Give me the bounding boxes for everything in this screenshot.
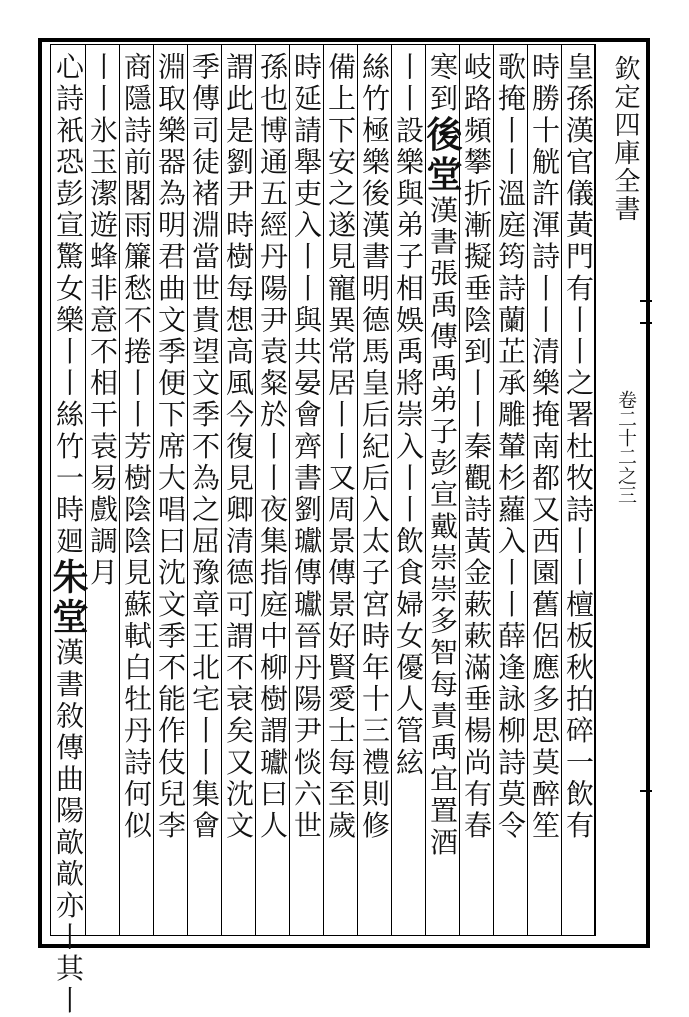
column-text: 漢書張禹傳禹弟子彭宣戴崇崇多智每責禹宜置酒 bbox=[426, 195, 459, 859]
column-text: 漢書敘傳曲陽歊歊亦丨其丨 bbox=[52, 637, 85, 1017]
column-text: 心詩衹恐彭宣驚女樂丨丨絲竹一時廻 bbox=[52, 52, 85, 558]
fishtail-mark-top bbox=[640, 300, 652, 324]
text-column bbox=[45, 52, 91, 1017]
column-text: 丨丨設樂與弟子相娛禹將崇入丨丨飲食婦女優人管絃 bbox=[392, 52, 425, 779]
column-text: 淵取樂器為明君曲文季便下席大唱曰沈文季不能作伎兒李 bbox=[154, 52, 187, 842]
book-title: 欽定四庫全書 bbox=[610, 55, 640, 223]
column-text: 備上下安之遂見寵異常居丨丨又周景傳景好賢愛士每至歲 bbox=[324, 52, 357, 842]
column-text: 孫也博通五經丹陽尹袁粲於丨丨夜集指庭中柳樹謂瓛曰人 bbox=[256, 52, 289, 842]
column-text: 歌掩丨丨溫庭筠詩蘭芷承雕輦杉蘿入丨丨薛逢詠柳詩莫令 bbox=[494, 52, 527, 842]
column-text: 皇孫漢官儀黃門有丨丨之署杜牧詩丨丨檀板秋拍碎一飲有 bbox=[562, 52, 595, 842]
entry-heading: 朱堂 bbox=[47, 557, 89, 638]
column-text: 寒到 bbox=[426, 52, 459, 116]
entry-heading: 後堂 bbox=[421, 115, 463, 196]
fishtail-mark-bottom bbox=[640, 790, 652, 792]
column-text: 時延請舉吏入丨丨與共晏會齊書劉瓛傳瓛晉丹陽尹惔六世 bbox=[290, 52, 323, 842]
column-text: 絲竹極樂後漢書明德馬皇后紀后入太子宮時年十三禮則修 bbox=[358, 52, 391, 842]
column-text: 丨丨氷玉潔遊蜂非意不相干袁易戲調月 bbox=[86, 52, 119, 590]
column-text: 時勝十觥許渾詩丨丨清樂掩南都又西園舊侶應多思莫醉笙 bbox=[528, 52, 561, 842]
column-text: 季傳司徒褚淵當世貴望文季不為之屈豫章王北宅丨丨集會 bbox=[188, 52, 221, 842]
column-text: 岐路頻攀折漸擬垂陰到丨丨秦觀詩黃金蔌蔌滿垂楊尚有春 bbox=[460, 52, 493, 842]
column-text: 商隱詩前閣雨簾愁不捲丨丨芳樹陰陰見蘇軾白牡丹詩何似 bbox=[120, 52, 153, 842]
volume-label: 卷二十二之三 bbox=[615, 390, 637, 504]
column-text: 謂此是劉尹時樹每想高風今復見卿清德可謂不衰矣又沈文 bbox=[222, 52, 255, 842]
